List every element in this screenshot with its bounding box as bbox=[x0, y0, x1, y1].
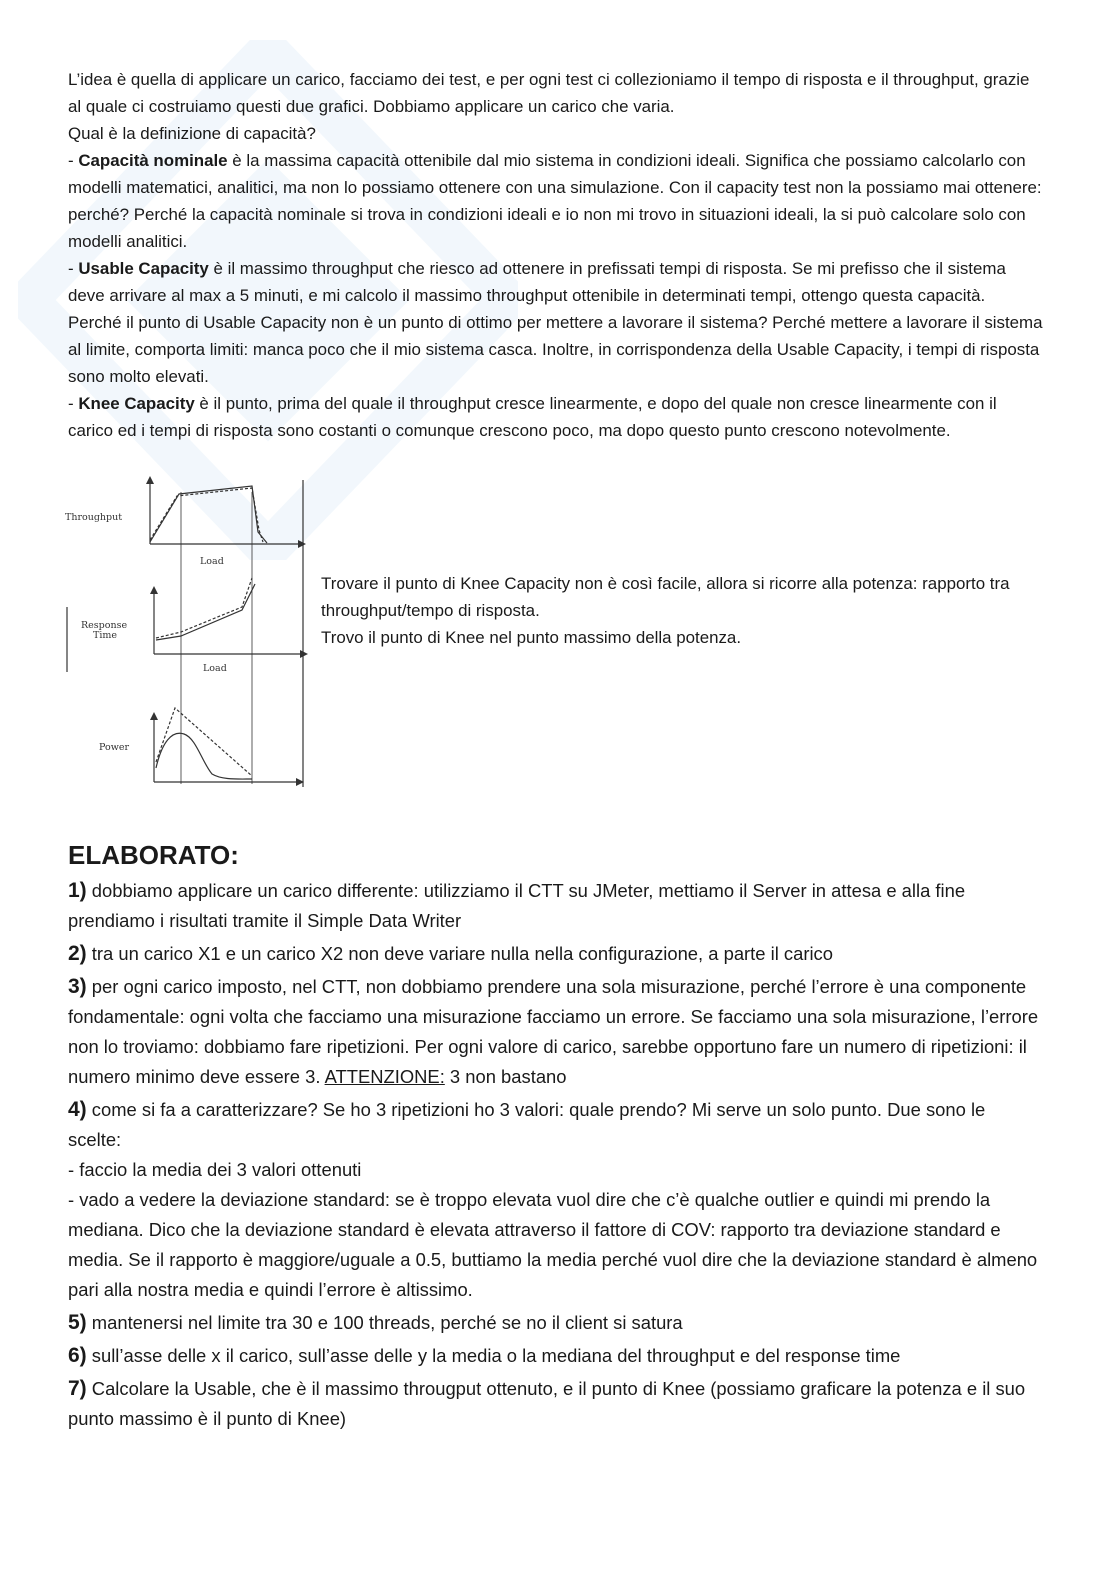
label-load-1: Load bbox=[200, 556, 224, 567]
elaborato-list bbox=[68, 876, 1043, 1437]
list-item: 1) dobbiamo applicare un carico differente: utilizziamo il CTT su JMeter, mettiamo il Server in attesa e alla fine prendiamo i risultati tramite il Simple Data Writer bbox=[68, 879, 966, 931]
label-throughput: Throughput bbox=[65, 512, 123, 523]
response-x-arrow bbox=[300, 650, 308, 658]
intro-section bbox=[68, 66, 1043, 444]
throughput-y-arrow bbox=[146, 476, 154, 484]
list-subitem: - vado a vedere la deviazione standard: se è troppo elevata vuol dire che c’è qualche outlier e quindi mi prendo la mediana. Dico che la deviazione standard è elevata attraverso il fattore di COV: rapporto tra deviazione standard e media. Se il rapporto è maggiore/uguale a 0.5, buttiamo la media perché vuol dire che la deviazione standard è almeno pari alla nostra media e quindi l’errore è altissimo. bbox=[68, 1189, 1038, 1300]
power-y-arrow bbox=[150, 712, 158, 720]
intro-paragraph-2: Qual è la definizione di capacità? bbox=[68, 124, 316, 143]
definition-nominal-capacity: - Capacità nominale è la massima capacità ottenibile dal mio sistema in condizioni ideali. Significa che possiamo calcolarlo con modelli matematici, analitici, ma non lo possiamo ottenere con una simulazione. Con il capacity test non la possiamo mai ottenere: perché? Perché la capacità nominale si trova in condizioni ideali e io non mi trovo in situazioni ideali, la si può calcolare solo con modelli analitici. bbox=[68, 151, 1042, 251]
attention-label: ATTENZIONE: bbox=[324, 1066, 445, 1087]
definition-usable-capacity: - Usable Capacity è il massimo throughput che riesco ad ottenere in prefissati tempi di risposta. Se mi prefisso che il sistema deve arrivare al max a 5 minuti, e mi calcolo il massimo throughput ottenibile in determinati tempi, ottengo questa capacità. Perché il punto di Usable Capacity non è un punto di ottimo per mettere a lavorare il sistema? Perché mettere a lavorare il sistema al limite, comporta limiti: manca poco che il mio sistema casca. Inoltre, in corrispondenza della Usable Capacity, i tempi di risposta sono molto elevati. bbox=[68, 259, 1043, 386]
capacity-figure bbox=[62, 472, 312, 802]
label-time: Time bbox=[93, 630, 118, 641]
side-text-line-2: Trovo il punto di Knee nel punto massimo della potenza. bbox=[321, 628, 742, 647]
term-nominal-capacity: Capacità nominale bbox=[78, 151, 228, 170]
response-actual-line bbox=[156, 584, 255, 640]
figure-caption-text bbox=[321, 570, 1041, 651]
list-item: 3) per ogni carico imposto, nel CTT, non dobbiamo prendere una sola misurazione, perché l’errore è una componente fondamentale: ogni volta che facciamo una misurazione facciamo un errore. Se facciamo una sola misurazione, l’errore non lo troviamo: dobbiamo fare ripetizioni. Per ogni valore di carico, sarebbe opportuno fare un numero di ripetizioni: il numero minimo deve essere 3. ATTENZIONE: 3 non bastano bbox=[68, 975, 1039, 1087]
term-knee-capacity: Knee Capacity bbox=[78, 394, 195, 413]
list-subitem: - faccio la media dei 3 valori ottenuti bbox=[68, 1159, 362, 1180]
power-actual-line bbox=[156, 733, 252, 779]
list-item: 4) come si fa a caratterizzare? Se ho 3 ripetizioni ho 3 valori: quale prendo? Mi serve un solo punto. Due sono le scelte: bbox=[68, 1098, 986, 1150]
list-item: 2) tra un carico X1 e un carico X2 non deve variare nulla nella configurazione, a parte il carico bbox=[68, 942, 833, 965]
list-item: 7) Calcolare la Usable, che è il massimo througput ottenuto, e il punto di Knee (possiamo graficare la potenza e il suo punto massimo è il punto di Knee) bbox=[68, 1377, 1026, 1429]
response-ideal-line bbox=[156, 578, 252, 638]
label-load-2: Load bbox=[203, 663, 227, 674]
elaborato-heading: ELABORATO: bbox=[68, 840, 239, 870]
intro-paragraph-1: L’idea è quella di applicare un carico, facciamo dei test, e per ogni test ci collezioniamo il tempo di risposta e il throughput, grazie al quale ci costruiamo questi due grafici. Dobbiamo applicare un carico che varia. bbox=[68, 70, 1030, 116]
label-response: Response bbox=[81, 620, 128, 631]
throughput-x-arrow bbox=[298, 540, 306, 548]
list-item: 5) mantenersi nel limite tra 30 e 100 threads, perché se no il client si satura bbox=[68, 1311, 683, 1334]
term-usable-capacity: Usable Capacity bbox=[78, 259, 209, 278]
throughput-actual-line bbox=[150, 486, 267, 543]
label-power: Power bbox=[99, 742, 130, 753]
list-item: 6) sull’asse delle x il carico, sull’asse delle y la media o la mediana del throughput e del response time bbox=[68, 1344, 901, 1367]
response-y-arrow bbox=[150, 586, 158, 594]
side-text-line-1: Trovare il punto di Knee Capacity non è così facile, allora si ricorre alla potenza: rapporto tra throughput/tempo di risposta. bbox=[321, 574, 1010, 620]
power-ideal-line bbox=[156, 708, 252, 776]
definition-knee-capacity: - Knee Capacity è il punto, prima del quale il throughput cresce linearmente, e dopo del quale non cresce linearmente con il carico ed i tempi di risposta sono costanti o comunque crescono poco, ma dopo questo punto crescono notevolmente. bbox=[68, 394, 997, 440]
